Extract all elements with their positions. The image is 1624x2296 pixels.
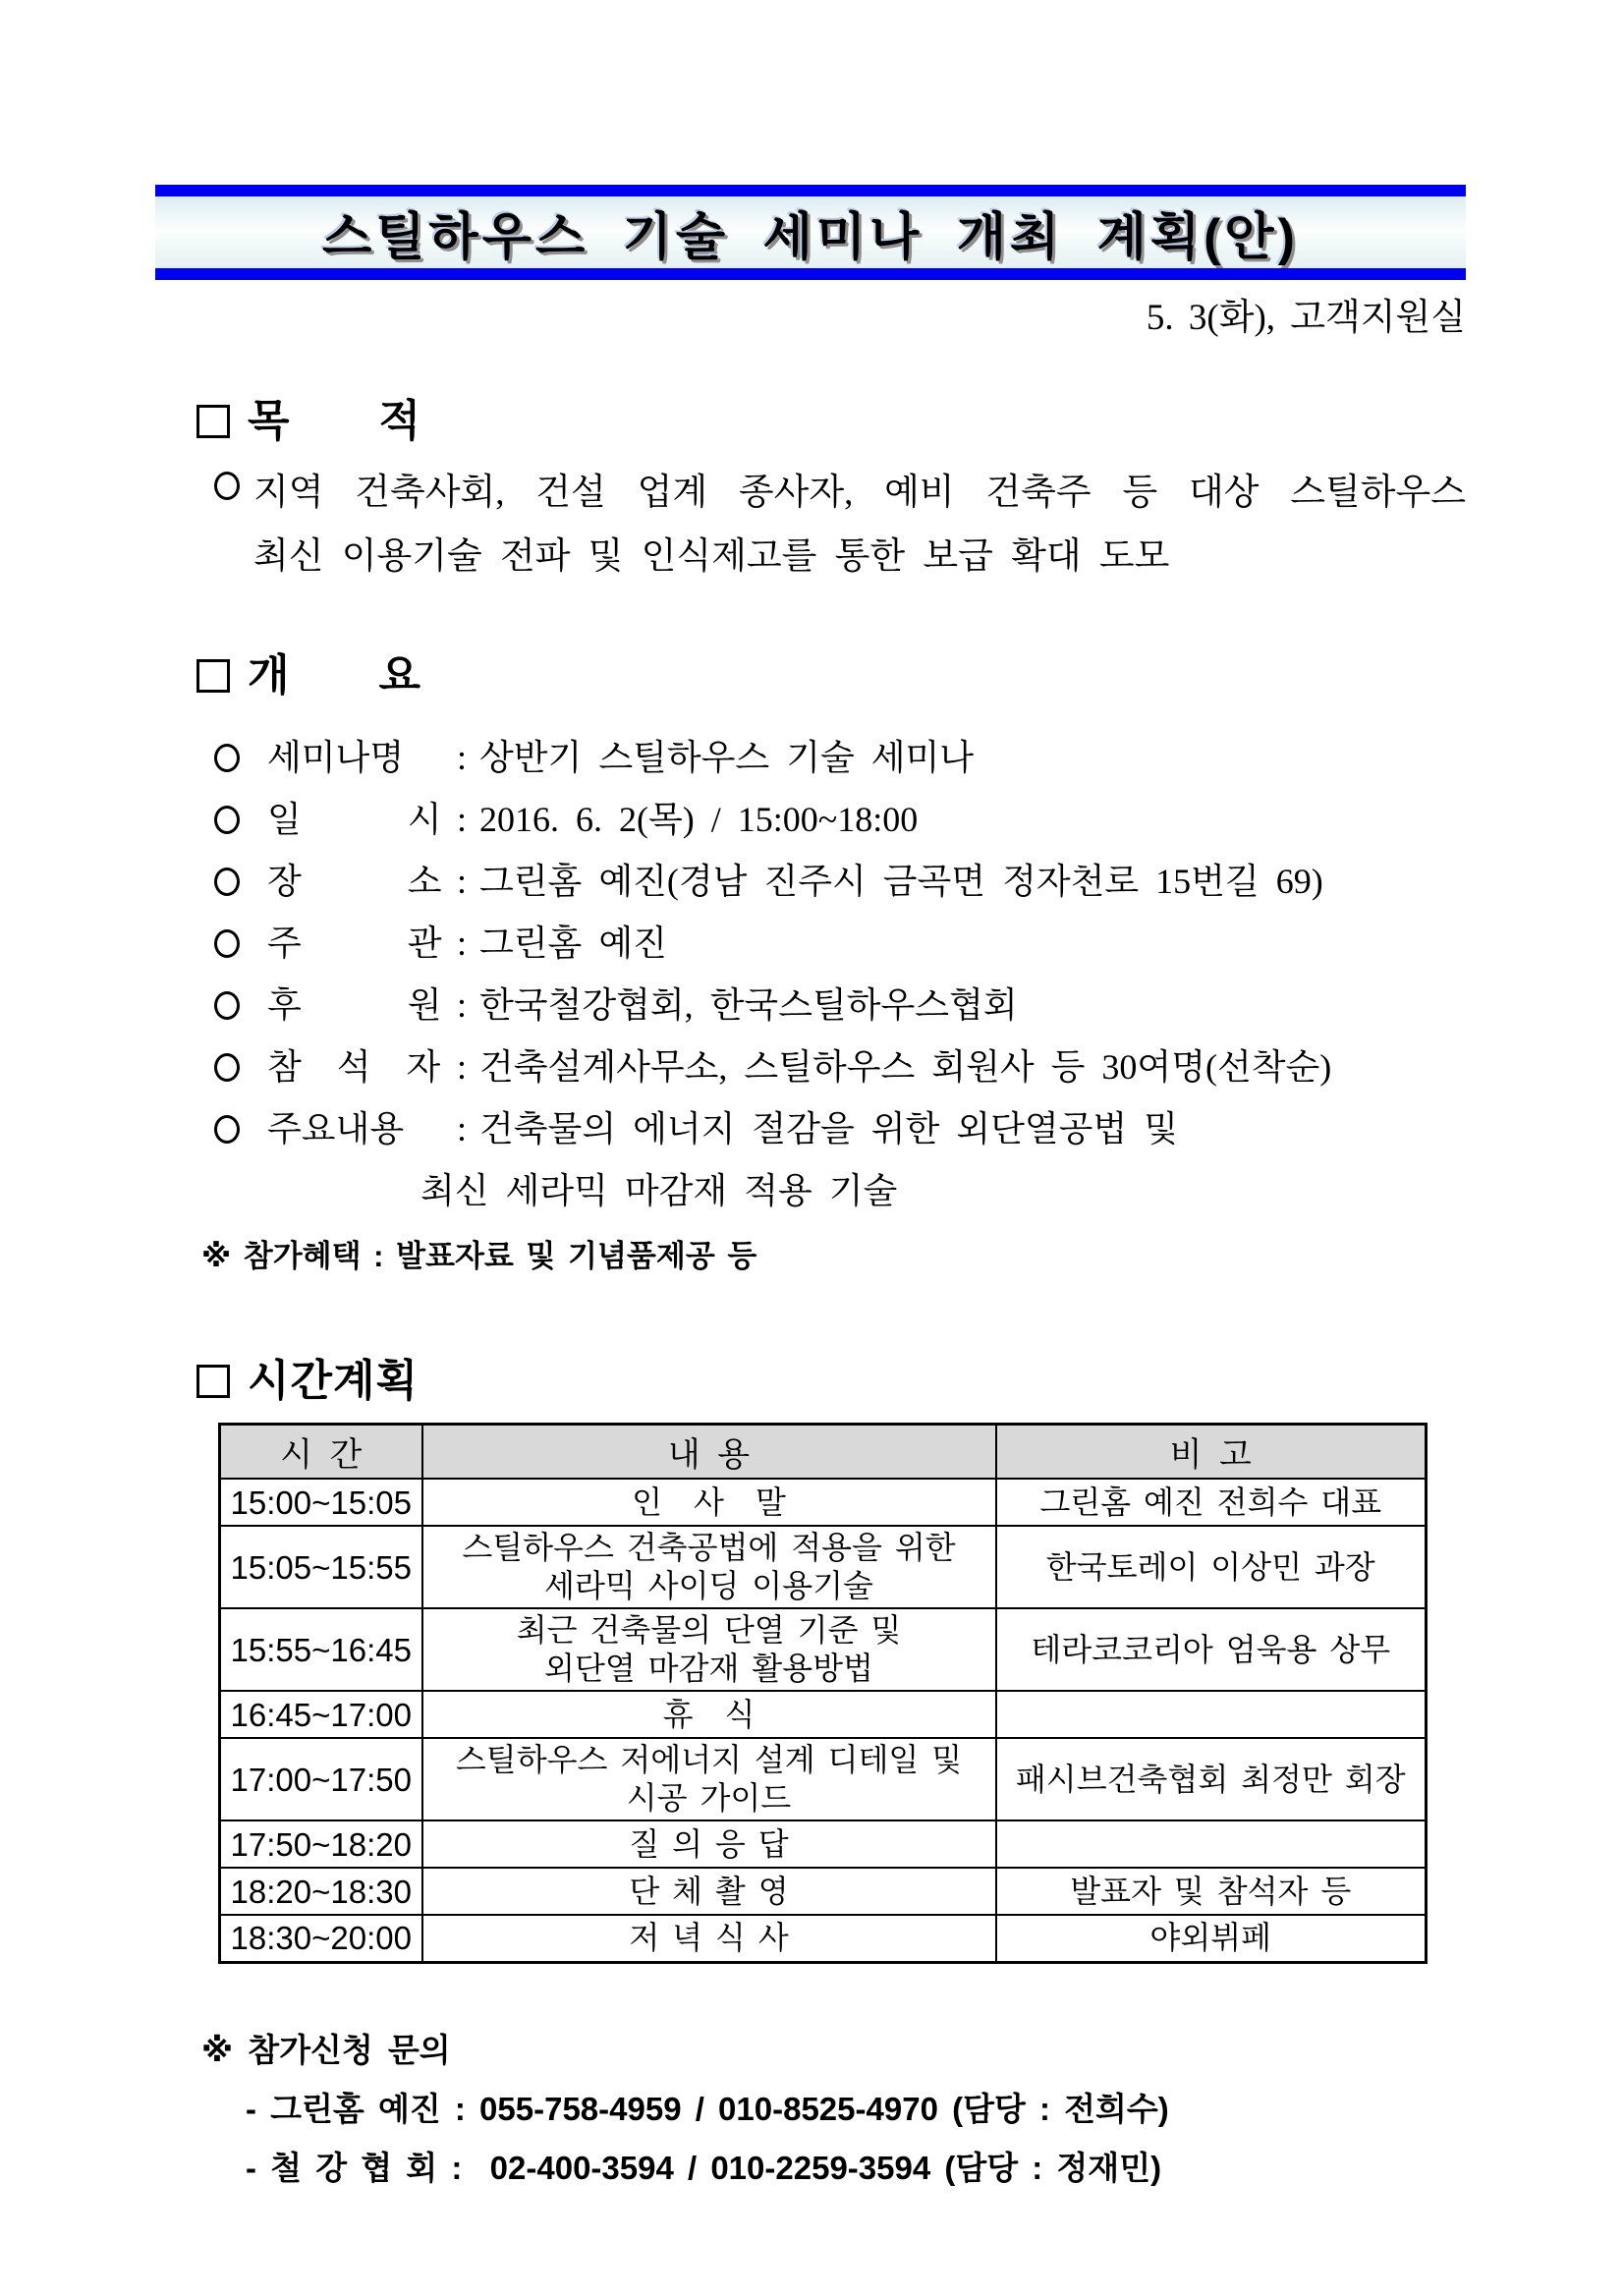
schedule-content-cell: 스틸하우스 저에너지 설계 디테일 및 시공 가이드 [422, 1738, 996, 1820]
footer-contact-block [155, 2029, 1466, 2190]
schedule-header-time: 시 간 [220, 1425, 422, 1480]
schedule-row [220, 1691, 1427, 1738]
schedule-note-cell: 그린홈 예진 전희수 대표 [996, 1479, 1427, 1526]
overview-item-value: 그린홈 예진(경남 진주시 금곡면 정자천로 15번길 69) [479, 862, 1323, 901]
schedule-time-cell: 18:30~20:00 [220, 1915, 422, 1962]
footer-contact-line: - 철 강 협 회 : 02-400-3594 / 010-2259-3594 (담당 : 정재민) [246, 2149, 1162, 2186]
purpose-text-line-2: 최신 이용기술 전파 및 인식제고를 통한 보급 확대 도모 [253, 536, 1170, 577]
circle-bullet-icon [214, 1115, 240, 1144]
overview-item-colon: : [456, 1047, 467, 1087]
circle-bullet-icon [214, 929, 240, 958]
schedule-time-cell: 15:05~15:55 [220, 1526, 422, 1608]
participation-benefit-note: ※ 참가혜택 : 발표자료 및 기념품제공 등 [201, 1239, 757, 1273]
overview-item-colon: : [456, 1109, 467, 1148]
schedule-row [220, 1608, 1427, 1691]
overview-item [155, 913, 1466, 975]
schedule-heading-label: 시간계획 [248, 1357, 420, 1405]
date-department-line: 5. 3(화), 고객지원실 [1146, 298, 1466, 338]
schedule-header-note: 비 고 [996, 1425, 1427, 1480]
overview-item-label: 세미나명 [267, 738, 405, 777]
footer-contact-line: - 그린홈 예진 : 055-758-4959 / 010-8525-4970 (담당 : 전희수) [246, 2090, 1169, 2127]
schedule-content-cell: 휴 식 [422, 1691, 996, 1738]
overview-item-value: 건축설계사무소, 스틸하우스 회원사 등 30여명(선착순) [479, 1047, 1332, 1087]
section-purpose [155, 396, 1466, 582]
purpose-heading-label: 목 적 [248, 397, 422, 445]
footer-title: ※ 참가신청 문의 [201, 2031, 451, 2068]
overview-heading-label: 개 요 [248, 651, 422, 700]
overview-item-label: 장 소 [267, 862, 442, 901]
overview-item-colon: : [456, 985, 467, 1025]
overview-item-list [155, 727, 1466, 1222]
overview-item-colon: : [456, 924, 467, 963]
circle-bullet-icon [214, 868, 240, 896]
schedule-row [220, 1820, 1427, 1868]
overview-item-label: 후 원 [267, 985, 442, 1025]
overview-item-label: 참 석 자 [267, 1047, 441, 1087]
overview-item [155, 975, 1466, 1036]
overview-item-label: 주요내용 [267, 1109, 405, 1148]
overview-item [155, 727, 1466, 789]
circle-bullet-icon [214, 472, 240, 500]
overview-item-colon: : [456, 862, 467, 901]
purpose-line [155, 469, 1466, 518]
overview-item-label: 일 시 [267, 800, 442, 839]
overview-item-label: 주 관 [267, 924, 442, 963]
overview-item-value-line2: 최신 세라믹 마감재 적용 기술 [420, 1171, 898, 1210]
overview-heading [155, 650, 1466, 701]
schedule-header-content: 내 용 [422, 1425, 996, 1480]
schedule-heading [155, 1356, 1466, 1407]
schedule-time-cell: 16:45~17:00 [220, 1691, 422, 1738]
schedule-content-cell: 인 사 말 [422, 1479, 996, 1526]
square-bullet-icon [196, 1365, 230, 1398]
circle-bullet-icon [214, 1053, 240, 1082]
schedule-note-cell: 한국토레이 이상민 과장 [996, 1526, 1427, 1608]
overview-item [155, 1036, 1466, 1098]
overview-item-colon: : [456, 738, 467, 777]
square-bullet-icon [196, 659, 230, 693]
overview-item-value: 한국철강협회, 한국스틸하우스협회 [479, 985, 1018, 1025]
schedule-note-cell: 야외뷔페 [996, 1915, 1427, 1962]
section-schedule [155, 1356, 1466, 1964]
schedule-time-cell: 17:50~18:20 [220, 1820, 422, 1868]
schedule-table [218, 1423, 1428, 1964]
document-title: 스틸하우스 기술 세미나 개최 계획(안) [322, 209, 1299, 266]
schedule-time-cell: 17:00~17:50 [220, 1738, 422, 1820]
purpose-text-line-1: 지역 건축사회, 건설 업계 종사자, 예비 건축주 등 대상 스틸하우스 [253, 473, 1466, 513]
circle-bullet-icon [214, 806, 240, 834]
schedule-note-cell [996, 1820, 1427, 1868]
schedule-time-cell: 15:00~15:05 [220, 1479, 422, 1526]
schedule-note-cell: 테라코코리아 엄욱용 상무 [996, 1608, 1427, 1691]
schedule-note-cell: 패시브건축협회 최정만 회장 [996, 1738, 1427, 1820]
overview-item-value: 그린홈 예진 [479, 924, 667, 963]
overview-item-value: 2016. 6. 2(목) / 15:00~18:00 [479, 800, 919, 839]
schedule-note-cell [996, 1691, 1427, 1738]
section-overview [155, 650, 1466, 1277]
title-banner [155, 185, 1466, 280]
purpose-heading [155, 396, 1466, 447]
schedule-content-cell: 스틸하우스 건축공법에 적용을 위한 세라믹 사이딩 이용기술 [422, 1526, 996, 1608]
overview-item-value: 상반기 스틸하우스 기술 세미나 [479, 738, 975, 777]
schedule-content-cell: 저 녁 식 사 [422, 1915, 996, 1962]
overview-item-value: 건축물의 에너지 절감을 위한 외단열공법 및 [479, 1109, 1178, 1148]
schedule-row [220, 1738, 1427, 1820]
overview-item-colon: : [456, 800, 467, 839]
footer-contact-lines [155, 2088, 1466, 2190]
schedule-content-cell: 최근 건축물의 단열 기준 및 외단열 마감재 활용방법 [422, 1608, 996, 1691]
overview-item [155, 851, 1466, 913]
schedule-row [220, 1915, 1427, 1962]
circle-bullet-icon [214, 991, 240, 1020]
overview-item [155, 1098, 1466, 1160]
schedule-note-cell: 발표자 및 참석자 등 [996, 1868, 1427, 1915]
square-bullet-icon [196, 405, 230, 438]
schedule-time-cell: 15:55~16:45 [220, 1608, 422, 1691]
schedule-row [220, 1479, 1427, 1526]
overview-item [155, 789, 1466, 851]
schedule-header-row [220, 1425, 1427, 1480]
schedule-content-cell: 질 의 응 답 [422, 1820, 996, 1868]
schedule-row [220, 1526, 1427, 1608]
schedule-row [220, 1868, 1427, 1915]
schedule-content-cell: 단 체 촬 영 [422, 1868, 996, 1915]
schedule-time-cell: 18:20~18:30 [220, 1868, 422, 1915]
circle-bullet-icon [214, 744, 240, 772]
